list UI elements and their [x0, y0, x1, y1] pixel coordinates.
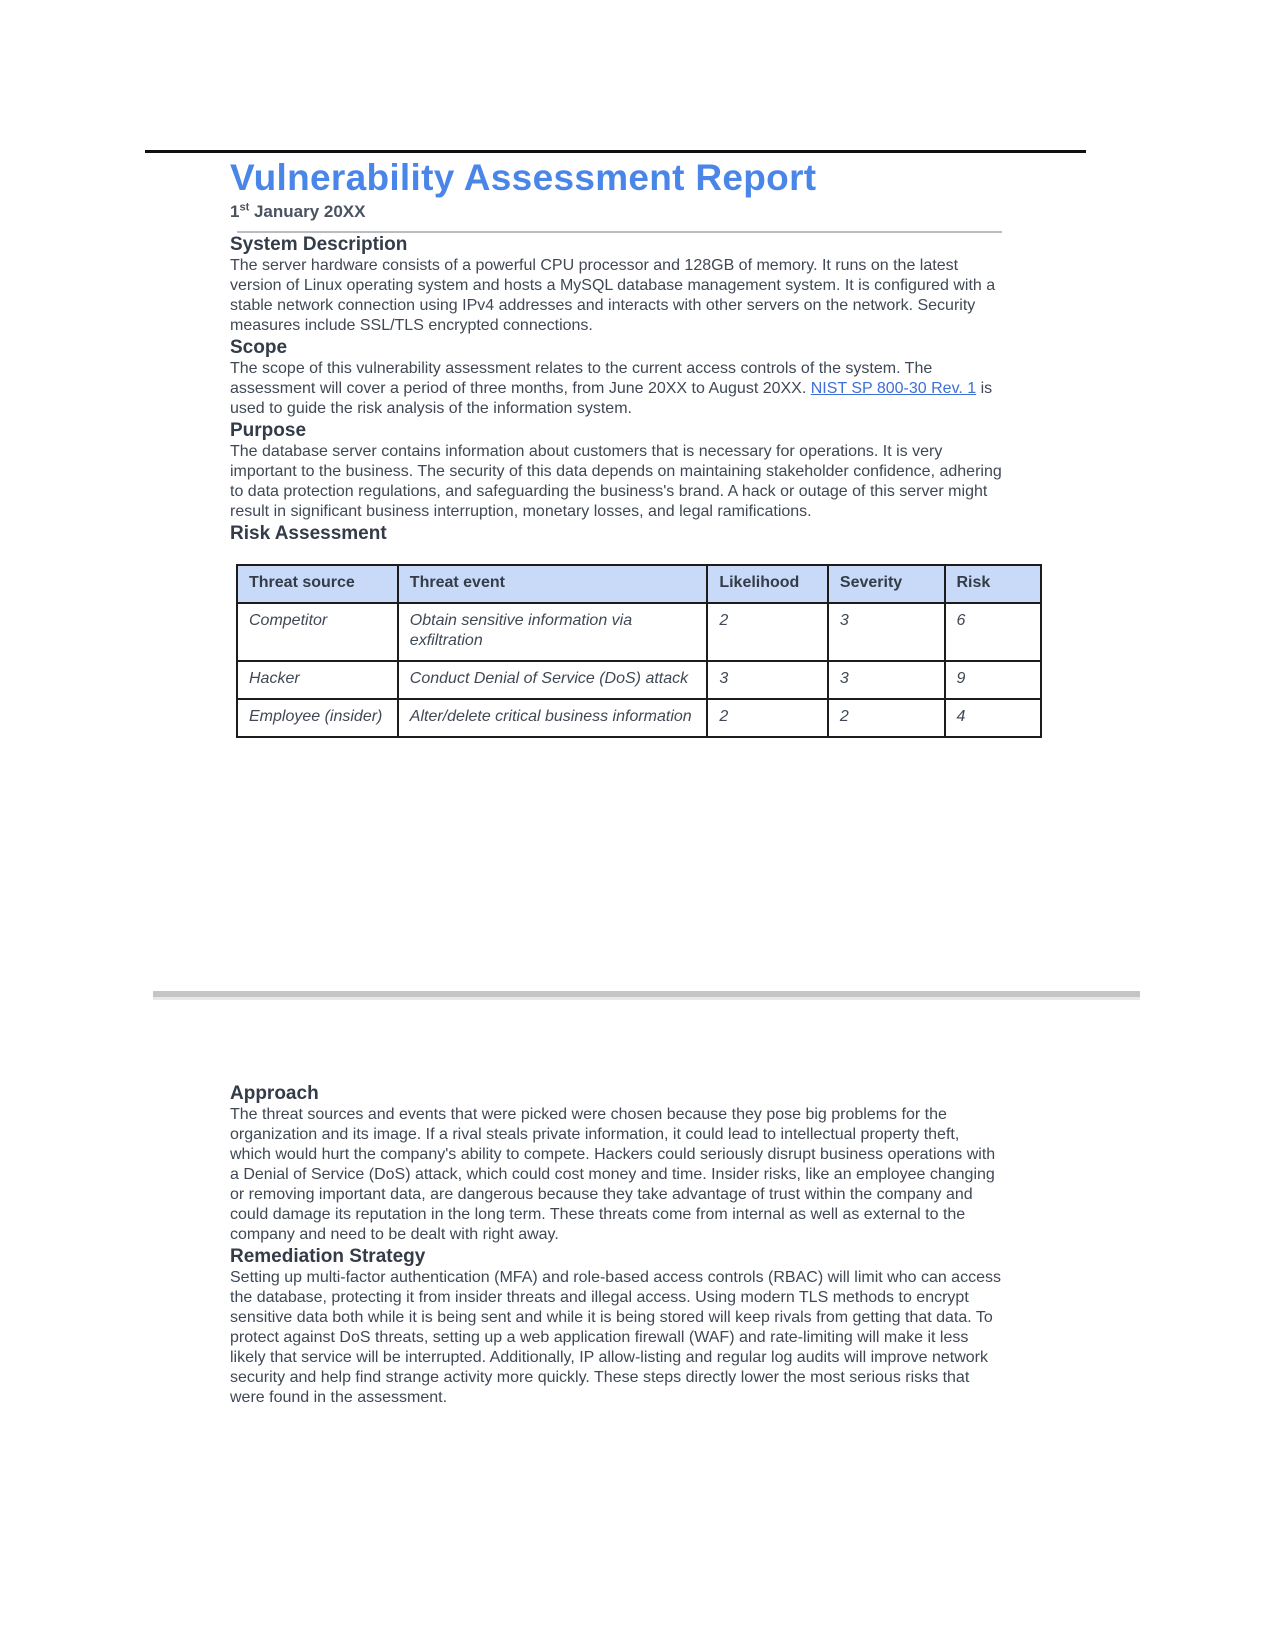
remediation-text: Setting up multi-factor authentication (MFA) and role-based access controls (RBAC) will limit who can access the database, protecting it from insider threats and illegal access. Using modern TLS methods to encrypt sensitive data both while it is being sent and while it is being stored will keep rivals from getting that data. To protect against DoS threats, setting up a web application firewall (WAF) and rate-limiting will make it less likely that service will be interrupted. Additionally, IP allow-listing and regular log audits will improve network security and help find strange activity more quickly. These steps directly lower the most serious risks that were found in the assessment. [230, 1269, 1001, 1406]
cell-threat-event: Conduct Denial of Service (DoS) attack [398, 661, 708, 699]
purpose-text: The database server contains information about customers that is necessary for operations. It is very important to the business. The security of this data depends on maintaining stakeholder confidence, adhering to data protection regulations, and safeguarding the business's brand. A hack or outage of this server might result in significant business interruption, monetary losses, and legal ramifications. [230, 443, 1002, 520]
date-ordinal-suffix: st [239, 201, 250, 214]
page-title: Vulnerability Assessment Report [230, 157, 817, 198]
cell-threat-event: Obtain sensitive information via exfiltration [398, 603, 708, 661]
document-date [230, 201, 1002, 222]
cell-threat-source: Competitor [237, 603, 398, 661]
section-heading-risk-assessment: Risk Assessment [230, 523, 387, 544]
table-header-threat-event: Threat event [398, 565, 708, 603]
cell-severity: 3 [828, 603, 945, 661]
nist-sp-800-30-link[interactable]: NIST SP 800-30 Rev. 1 [810, 380, 977, 397]
scope-text-after-link: is used to guide the risk analysis of the information system. [230, 380, 993, 417]
cell-threat-source: Hacker [237, 661, 398, 699]
page-1-content [230, 156, 1002, 738]
table-header-risk: Risk [945, 565, 1042, 603]
section-heading-scope: Scope [230, 337, 288, 358]
approach-text: The threat sources and events that were picked were chosen because they pose big problems for the organization and its image. If a rival steals private information, it could lead to intellectual property theft, which would hurt the company's ability to compete. Hackers could seriously disrupt business operations with a Denial of Service (DoS) attack, which could cost money and time. Insider risks, like an employee changing or removing important data, are dangerous because they take advantage of trust within the company and could damage its reputation in the long term. These threats come from internal as well as external to the company and need to be dealt with right away. [230, 1106, 996, 1243]
table-row [237, 603, 1041, 661]
risk-assessment-table [236, 564, 1042, 738]
table-row [237, 661, 1041, 699]
cell-risk: 9 [945, 661, 1042, 699]
table-header-likelihood: Likelihood [707, 565, 828, 603]
table-row [237, 699, 1041, 737]
date-rest: January 20XX [249, 202, 366, 221]
section-heading-remediation-strategy: Remediation Strategy [230, 1246, 426, 1267]
table-header-threat-source: Threat source [237, 565, 398, 603]
cell-likelihood: 2 [707, 603, 828, 661]
scope-text [230, 359, 1002, 419]
cell-risk: 4 [945, 699, 1042, 737]
page-break-divider [153, 991, 1140, 1000]
cell-severity: 2 [828, 699, 945, 737]
cell-likelihood: 3 [707, 661, 828, 699]
section-heading-system-description: System Description [230, 234, 408, 255]
cell-likelihood: 2 [707, 699, 828, 737]
cell-threat-source: Employee (insider) [237, 699, 398, 737]
title-top-rule [145, 150, 1086, 153]
date-day: 1 [230, 202, 240, 221]
table-header-row [237, 565, 1041, 603]
table-header-severity: Severity [828, 565, 945, 603]
cell-risk: 6 [945, 603, 1042, 661]
cell-threat-event: Alter/delete critical business information [398, 699, 708, 737]
page-2-content [230, 1082, 1002, 1408]
cell-severity: 3 [828, 661, 945, 699]
scope-text-before-link: The scope of this vulnerability assessment relates to the current access controls of the system. The assessment will cover a period of three months, from June 20XX to August 20XX. [230, 360, 933, 397]
section-heading-approach: Approach [230, 1083, 319, 1104]
section-heading-purpose: Purpose [230, 420, 307, 441]
system-description-text: The server hardware consists of a powerful CPU processor and 128GB of memory. It runs on the latest version of Linux operating system and hosts a MySQL database management system. It is configured with a stable network connection using IPv4 addresses and interacts with other servers on the network. Security measures include SSL/TLS encrypted connections. [230, 257, 996, 334]
